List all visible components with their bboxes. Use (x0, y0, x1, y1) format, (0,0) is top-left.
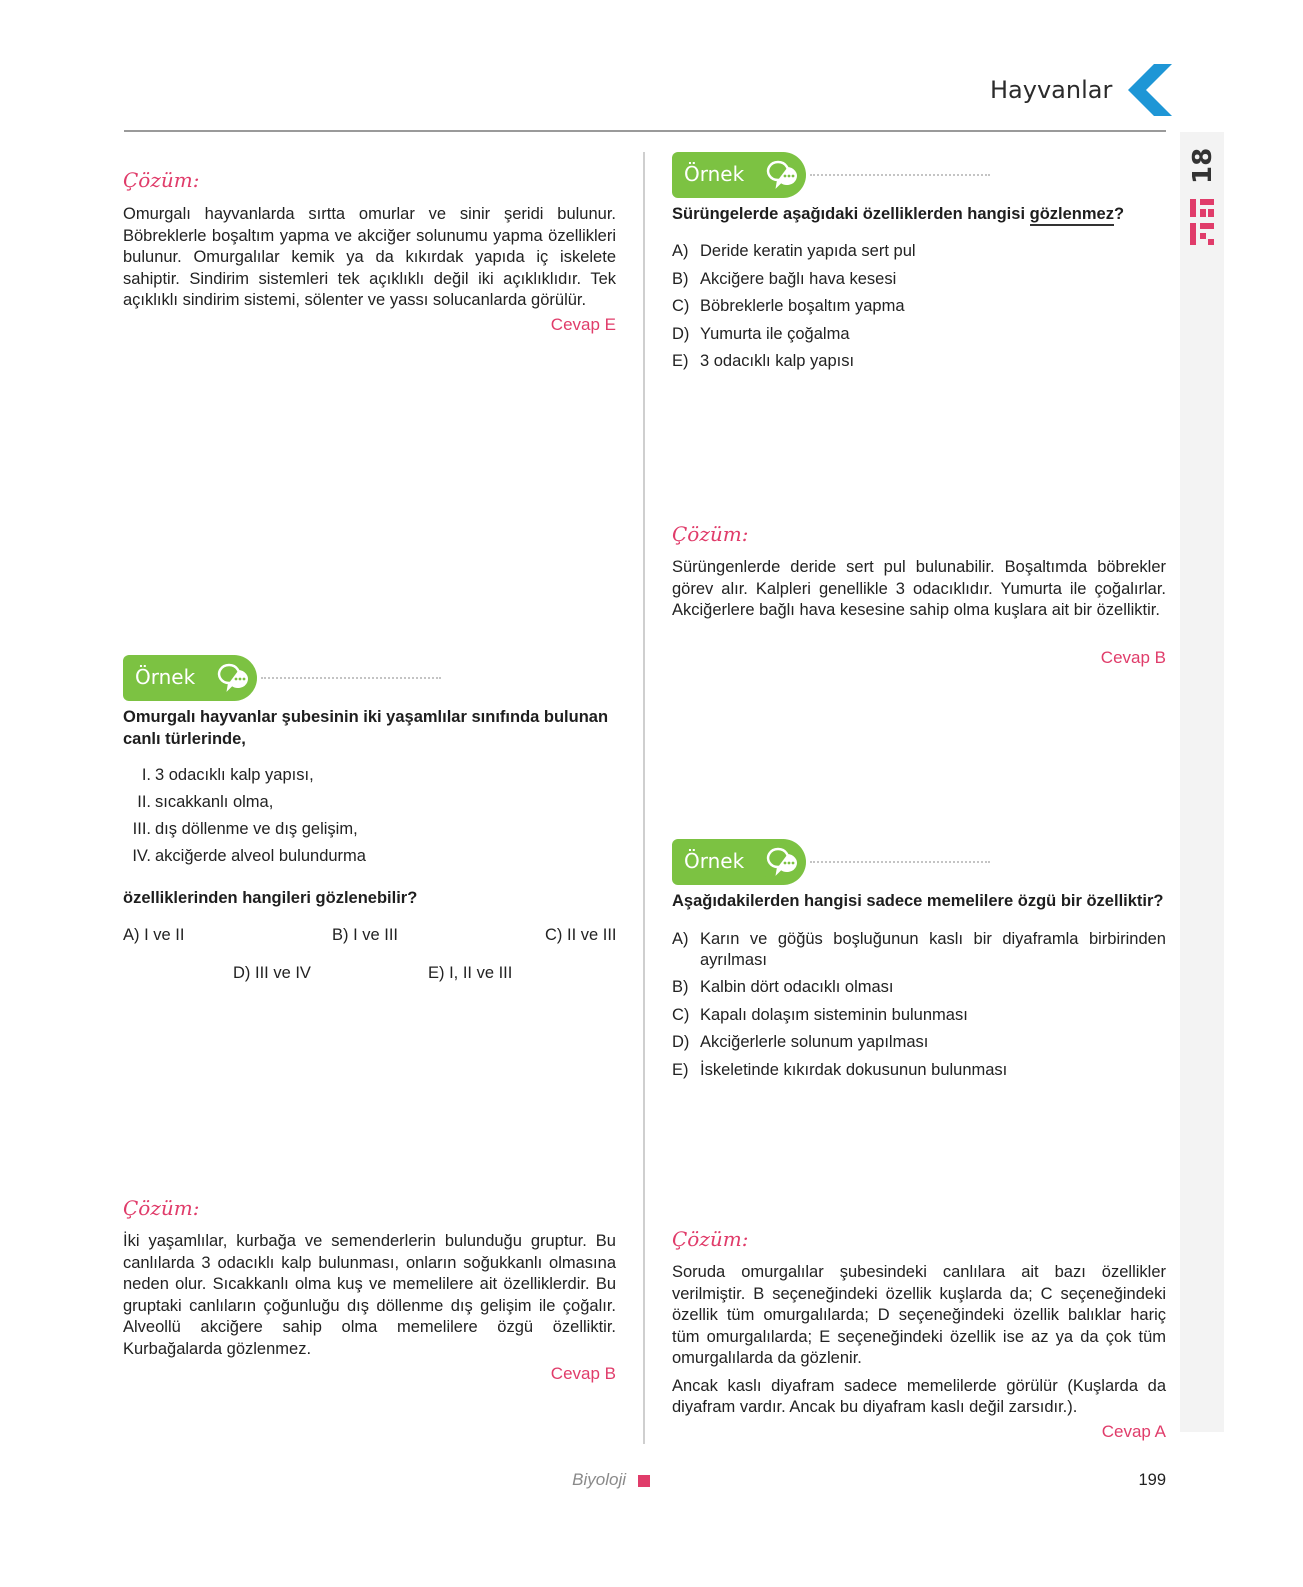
option-d: D) III ve IV (233, 964, 311, 982)
option-text: Akciğerlerle solunum yapılması (700, 1033, 929, 1051)
question-mark: ? (1113, 205, 1125, 223)
solution-heading: Çözüm: (123, 168, 200, 192)
answer-label: Cevap B (550, 1364, 616, 1383)
statement-text: sıcakkanlı olma, (155, 793, 274, 811)
speech-bubble-icon (766, 846, 800, 878)
option-item (672, 321, 1166, 349)
option-item (672, 974, 1166, 1002)
option-list (672, 238, 1166, 376)
option-text: Karın ve göğüs boşluğunun kaslı bir diyaframla birbirinden ayrılması (700, 930, 1166, 969)
question-text: Aşağıdakilerden hangisi sadece memelilere özgü bir özelliktir? (672, 892, 1164, 910)
option-text: Yumurta ile çoğalma (700, 324, 850, 343)
statement-text: akciğerde alveol bulundurma (155, 847, 366, 865)
option-item (672, 266, 1166, 294)
example-badge (123, 655, 443, 701)
option-text: Deride keratin yapıda sert pul (700, 242, 916, 260)
option-item (672, 1002, 1166, 1030)
solution-heading: Çözüm: (672, 1227, 749, 1251)
statement-text: 3 odacıklı kalp yapısı, (155, 766, 314, 784)
statement-number: II. (137, 793, 151, 811)
option-e: E) I, II ve III (428, 964, 513, 982)
solution-text: Sürüngenlerde deride sert pul bulunabilir. Boşaltımda böbrekler görev alır. Kalpleri genellikle 3 odacıklıdır. Yumurta ile çoğalırlar. Akciğerlere bağlı hava kesesine sahip olma kuşlara ait bir özelliktir. (672, 558, 1166, 619)
option-key: A) (672, 930, 689, 948)
option-item (672, 926, 1166, 974)
answer-label: Cevap E (550, 315, 616, 334)
page-number: 199 (1138, 1471, 1166, 1489)
option-item (672, 1029, 1166, 1057)
question-end: özelliklerinden hangileri gözlenebilir? (123, 889, 418, 907)
option-c: C) II ve III (545, 926, 617, 944)
statement-number: IV. (132, 847, 151, 865)
speech-bubble-icon (766, 159, 800, 191)
column-divider (643, 152, 645, 1444)
option-b: B) I ve III (332, 926, 399, 944)
option-item (672, 238, 1166, 266)
side-strip (1180, 132, 1224, 1432)
option-item (672, 348, 1166, 376)
option-key: B) (672, 978, 689, 996)
question-text: Omurgalı hayvanlar şubesinin iki yaşamlılar sınıfında bulunan canlı türlerinde, (123, 708, 609, 748)
speech-bubble-icon (217, 662, 251, 694)
option-key: C) (672, 297, 690, 315)
chapter-number: 18 (1188, 147, 1218, 184)
example-badge (672, 839, 992, 885)
solution-text (672, 1262, 1166, 1419)
example-badge-label: Örnek (684, 849, 745, 873)
statement-text: dış döllenme ve dış gelişim, (155, 820, 358, 838)
option-text: Kalbin dört odacıklı olması (700, 978, 894, 996)
question-start: Sürüngelerde aşağıdaki özelliklerden hangisi (672, 205, 1030, 223)
option-key: D) (672, 324, 690, 343)
solution-heading: Çözüm: (672, 522, 749, 546)
option-key: E) (672, 1060, 689, 1079)
statement-number: I. (141, 766, 151, 784)
statement-number: III. (132, 820, 151, 838)
footer-subject: Biyoloji (572, 1470, 626, 1489)
answer-label: Cevap B (1100, 648, 1166, 667)
option-text: Böbreklerle boşaltım yapma (700, 297, 905, 315)
option-key: D) (672, 1033, 690, 1051)
solution-text: Omurgalı hayvanlarda sırtta omurlar ve sinir şeridi bulunur. Böbreklerle boşaltım yapma ve akciğer solunumu yapma özellikleri bulunur. Omurgalılar kemik ya da kıkırdak yapıda iç iskelete sahiptir. Sindirim sistemleri tek açıklıklı değil iki açıklıklıdır. Tek açıklıklı sindirim sistemi, sölenter ve yassı solucanlarda görülür. (123, 205, 616, 309)
header-divider (124, 130, 1166, 132)
solution-paragraph: Ancak kaslı diyafram sadece memelilerde görülür (Kuşlarda da diyafram vardır. Ancak bu diyafram kaslı değil zarsıdır.). (672, 1376, 1166, 1416)
solution-paragraph: Soruda omurgalılar şubesindeki canlılara ait bazı özellikler verilmiştir. B seçeneğindeki özellik kuşlarda da; C seçeneğindeki özellik tüm omurgalılarda; D seçeneğindeki özellik balıklar hariç tüm omurgalılarda; E seçeneğindeki özellik ise az ya da çok tüm omurgalılarda da gözlenir. (672, 1263, 1166, 1367)
option-key: A) (672, 242, 689, 260)
option-key: C) (672, 1005, 690, 1024)
option-a: A) I ve II (123, 926, 185, 944)
option-list (672, 926, 1166, 1084)
solution-heading: Çözüm: (123, 1196, 200, 1220)
chapter-title: Hayvanlar (990, 76, 1113, 104)
option-item (672, 293, 1166, 321)
solution-text: İki yaşamlılar, kurbağa ve semenderlerin bulunduğu gruptur. Bu canlılarda 3 odacıklı kalp bulunması, onların soğukkanlı olmasına neden olur. Sıcakkanlı olma kuş ve memelilere ait özelliklerdir. Bu gruptaki canlıların çoğunluğu dış döllenme dış gelişim ile çoğalır. Alveollü akciğere sahip olma memelilere özgü özelliktir. Kurbağalarda gözlenmez. (123, 1232, 616, 1358)
option-item (672, 1057, 1166, 1085)
question-emphasis: gözlenmez (1030, 205, 1114, 226)
answer-label: Cevap A (1101, 1422, 1166, 1441)
publisher-logo (1186, 195, 1218, 249)
option-text: Akciğere bağlı hava kesesi (700, 269, 897, 288)
option-text: İskeletinde kıkırdak dokusunun bulunması (700, 1060, 1008, 1079)
statement-list (121, 766, 521, 876)
footer-square-icon (638, 1475, 650, 1487)
example-badge-label: Örnek (135, 665, 196, 689)
chevron-left-icon (1124, 64, 1172, 116)
example-badge-label: Örnek (684, 162, 745, 186)
option-key: B) (672, 269, 689, 288)
option-text: Kapalı dolaşım sisteminin bulunması (700, 1005, 968, 1024)
question-text (672, 203, 1166, 225)
example-badge (672, 152, 992, 198)
option-key: E) (672, 352, 689, 370)
option-text: 3 odacıklı kalp yapısı (700, 352, 855, 370)
